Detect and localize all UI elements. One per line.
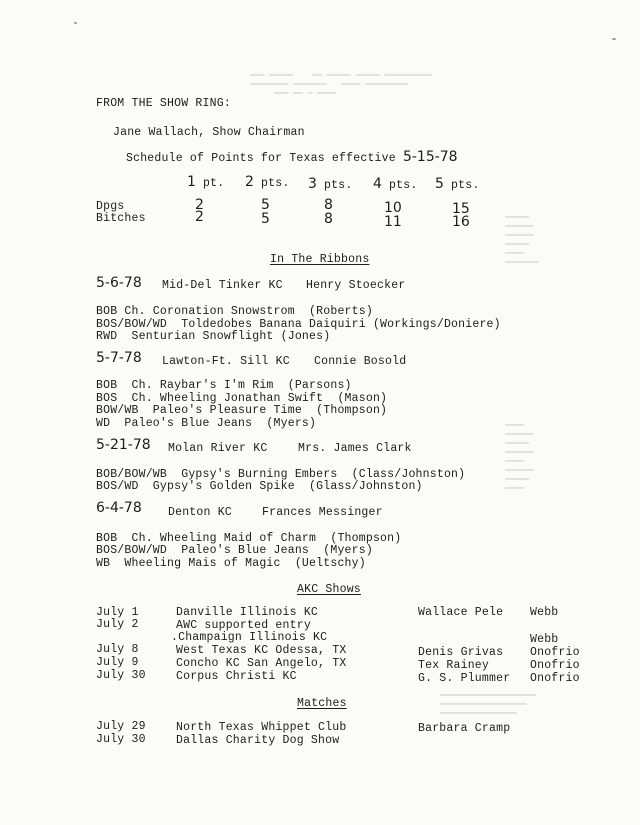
schedule-prefix: Schedule of Points for Texas effective <box>126 152 396 165</box>
show-date: 5-21-78 <box>96 437 151 453</box>
akc-judge: G. S. Plummer <box>418 672 511 685</box>
show-judge: Henry Stoecker <box>306 279 406 292</box>
match-event: Dallas Charity Dog Show <box>176 734 340 747</box>
show-chairman: Jane Wallach, Show Chairman <box>113 126 305 139</box>
matches-heading: Matches <box>297 697 347 710</box>
akc-extra: Onofrio <box>530 646 580 659</box>
akc-extra: Webb <box>530 606 559 619</box>
akc-event: West Texas KC Odessa, TX <box>176 644 347 657</box>
bleed-through-texture: ▬▬▬▬▬▬▬▬▬▬▬▬▬▬▬▬▬▬▬▬ ▬▬▬▬▬▬▬▬▬▬▬▬▬▬▬▬▬▬ ▬▬▬▬▬▬▬▬▬▬▬▬▬▬▬▬ <box>440 690 537 717</box>
award-line: BOS Ch. Wheeling Jonathan Swift (Mason) <box>96 392 388 405</box>
show-judge: Connie Bosold <box>314 355 407 368</box>
award-line: BOS/WD Gypsy's Golden Spike (Glass/Johnston) <box>96 480 423 493</box>
points-cell: 5 <box>261 211 270 227</box>
match-date: July 29 <box>96 720 146 733</box>
show-club: Molan River KC <box>168 442 268 455</box>
award-line: BOB Ch. Raybar's I'm Rim (Parsons) <box>96 379 352 392</box>
akc-event: Concho KC San Angelo, TX <box>176 657 347 670</box>
akc-event: Danville Illinois KC <box>176 606 319 619</box>
akc-event: Corpus Christi KC <box>176 670 297 683</box>
points-schedule-title <box>126 151 458 165</box>
points-cell: 8 <box>324 211 333 227</box>
akc-judge: Wallace Pele <box>418 606 504 619</box>
match-date: July 30 <box>96 733 146 746</box>
points-col-5: 5 pts. <box>435 176 480 192</box>
akc-date: July 2 <box>96 618 139 631</box>
award-line: BOB Ch. Coronation Snowstrom (Roberts) <box>96 305 373 318</box>
akc-shows-heading: AKC Shows <box>297 583 361 596</box>
page-title: FROM THE SHOW RING: <box>96 97 231 110</box>
points-col-3: 3 pts. <box>308 176 353 192</box>
points-row-label: Bitches <box>96 212 146 225</box>
points-cell: 16 <box>452 214 470 230</box>
award-line: BOB/BOW/WB Gypsy's Burning Embers (Class/Johnston) <box>96 468 466 481</box>
show-date: 6-4-78 <box>96 500 142 516</box>
akc-date: July 1 <box>96 606 139 619</box>
show-date: 5-6-78 <box>96 275 142 291</box>
akc-judge: Tex Rainey <box>418 659 490 672</box>
bleed-through-texture: ▬▬▬ ▬▬▬▬▬ ▬▬ ▬▬▬▬▬ ▬▬▬▬▬ ▬▬▬▬▬▬▬▬▬▬ ▬▬▬▬▬▬▬▬ ▬▬▬▬▬▬▬ ▬▬▬▬ ▬▬▬▬▬▬▬▬▬ ▬▬▬ ▬▬ ▬ ▬▬▬▬ <box>250 70 433 97</box>
schedule-date: 5-15-78 <box>402 149 458 165</box>
points-cell: 11 <box>384 214 402 230</box>
akc-date: July 9 <box>96 656 139 669</box>
ribbons-heading: In The Ribbons <box>270 253 370 266</box>
award-line: BOS/BOW/WD Paleo's Blue Jeans (Myers) <box>96 544 373 557</box>
points-cell: 5 <box>261 197 270 213</box>
bleed-through-texture: ▬▬▬▬ ▬▬▬▬▬▬ ▬▬▬▬▬ ▬▬▬▬▬▬ ▬▬▬▬ ▬▬▬▬▬▬ ▬▬▬▬▬ ▬▬▬▬ <box>505 420 534 492</box>
akc-extra: Onofrio <box>530 659 580 672</box>
akc-event: .Champaign Illinois KC <box>171 631 328 644</box>
akc-date: July 8 <box>96 643 139 656</box>
points-col-1: 1 pt. <box>187 174 225 190</box>
akc-date: July 30 <box>96 669 146 682</box>
akc-event: AWC supported entry <box>176 619 311 632</box>
show-date: 5-7-78 <box>96 350 142 366</box>
award-line: WB Wheeling Mais of Magic (Ueltschy) <box>96 557 366 570</box>
points-row-label: Dpgs <box>96 200 125 213</box>
show-judge: Frances Messinger <box>262 506 383 519</box>
akc-extra: Onofrio <box>530 672 580 685</box>
award-line: WD Paleo's Blue Jeans (Myers) <box>96 417 317 430</box>
points-cell: 10 <box>384 200 402 216</box>
award-line: BOB Ch. Wheeling Maid of Charm (Thompson) <box>96 532 402 545</box>
match-event: North Texas Whippet Club <box>176 721 347 734</box>
show-judge: Mrs. James Clark <box>298 442 412 455</box>
award-line: RWD Senturian Snowflight (Jones) <box>96 330 331 343</box>
show-club: Lawton-Ft. Sill KC <box>162 355 290 368</box>
points-cell: 8 <box>324 197 333 213</box>
award-line: BOW/WB Paleo's Pleasure Time (Thompson) <box>96 404 388 417</box>
points-col-2: 2 pts. <box>245 174 290 190</box>
match-judge: Barbara Cramp <box>418 722 511 735</box>
award-line: BOS/BOW/WD Toldedobes Banana Daiquiri (Workings/Doniere) <box>96 318 501 331</box>
paper-speck <box>612 38 616 40</box>
akc-extra: Webb <box>530 633 559 646</box>
show-club: Denton KC <box>168 506 232 519</box>
bleed-through-texture: ▬▬▬▬▬ ▬▬▬▬▬▬ ▬▬▬▬▬▬ ▬▬▬▬▬ ▬▬▬▬ ▬▬▬▬▬▬▬ <box>505 212 539 266</box>
akc-judge: Denis Grivas <box>418 646 504 659</box>
points-cell: 2 <box>195 209 204 225</box>
points-cell: 15 <box>452 201 470 217</box>
show-club: Mid-Del Tinker KC <box>162 279 283 292</box>
points-col-4: 4 pts. <box>373 176 418 192</box>
points-cell: 2 <box>195 197 204 213</box>
paper-speck <box>74 22 77 24</box>
